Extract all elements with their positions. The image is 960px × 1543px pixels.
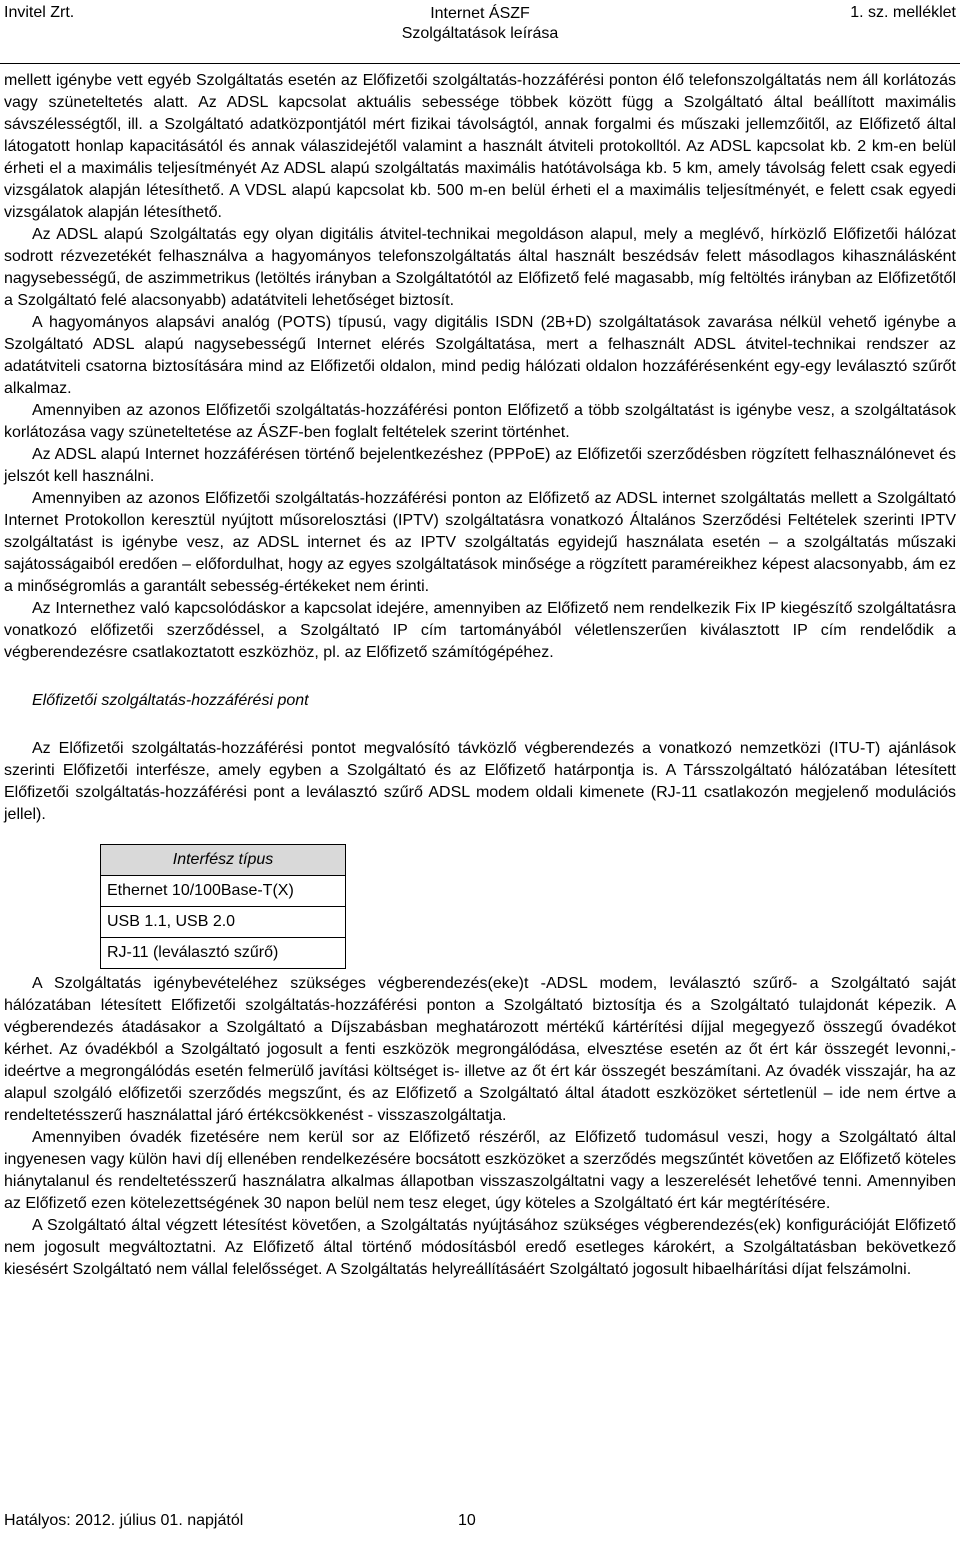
section-title: Előfizetői szolgáltatás-hozzáférési pont <box>32 692 309 709</box>
paragraph: Az ADSL alapú Internet hozzáférésen történő bejelentkezéshez (PPPoE) az Előfizetői szerződésben rögzített felhasználónevet és jelszót kell használni. <box>4 446 956 485</box>
paragraph: mellett igénybe vett egyéb Szolgáltatás esetén az Előfizetői szolgáltatás-hozzáférési ponton élő telefonszolgáltatás nem áll korlátozás vagy szüneteltetés alatt. Az ADSL kapcsolat aktuális sebessége többek között függ a Szolgáltató által beállított maximális sávszélességtől, ill. a Szolgáltató adatközpontjától mért fizikai távolságtól, annak forgalmi és műszaki jellemzőitől, az Előfizető által látogatott honlap kapacitásától és annak válaszidejétől valamint a használt átviteli protokolltól. Az ADSL kapcsolat kb. 2 km-en belül érheti el a maximális teljesítményét Az ADSL alapú szolgáltatás maximális hatótávolsága kb. 5 km, amely távolság felett csak egyedi vizsgálatok alapján létesíthető. A VDSL alapú kapcsolat kb. 500 m-en belül érheti el a maximális teljesítményét, e felett csak egyedi vizsgálatok alapján létesíthető. <box>4 72 956 221</box>
footer-effective-date: Hatályos: 2012. július 01. napjától <box>4 1512 244 1529</box>
paragraph: Az ADSL alapú Szolgáltatás egy olyan digitális átvitel-technikai megoldáson alapul, mely a meglévő, hírközlő Előfizetői hálózat sodrott rézvezetékét felhasználva a hagyományos telefonszolgáltatás által használt beszédsáv felett másodlagos kihasználásként nagysebességű, de aszimmetrikus (letöltés irányban a Szolgáltatótól az Előfizető felé magasabb, míg feltöltés irányban az Előfizetőtől a Szolgáltató felé alacsonyabb) adatátviteli lehetőséget biztosít. <box>4 226 956 309</box>
paragraph: Az Előfizetői szolgáltatás-hozzáférési pontot megvalósító távközlő végberendezés a vonatkozó nemzetközi (ITU-T) ajánlások szerinti Előfizetői interfésze, amely egyben a Szolgáltató és az Előfizető határpontja is. A Társszolgáltató hálózatában létesített Előfizetői szolgáltatás-hozzáférési pont a leválasztó szűrő ADSL modem oldali kimenete (RJ-11 csatlakozón megjelenő modulációs jellel). <box>4 740 956 823</box>
interface-table <box>100 844 346 969</box>
interface-table-header: Interfész típus <box>101 845 346 876</box>
paragraph: Amennyiben az azonos Előfizetői szolgáltatás-hozzáférési ponton az Előfizető az ADSL internet szolgáltatás mellett a Szolgáltató Internet Protokollon keresztül nyújtott műsorelosztási (IPTV) szolgáltatásra vonatkozó Általános Szerződési Feltételek szerinti IPTV szolgáltatást is igénybe vesz, az ADSL internet és az IPTV szolgáltatás egyidejű használata esetén – a szolgáltatás műszaki sajátosságaiból eredően – előfordulhat, hogy az egyes szolgáltatások minősége a rögzített paraméreikhez képest alacsonyabb, ám ez a minőségromlás a garantált sebesség-értékeket nem érinti. <box>4 490 956 595</box>
interface-table-cell: Ethernet 10/100Base-T(X) <box>101 876 346 907</box>
paragraph: Amennyiben óvadék fizetésére nem kerül sor az Előfizető részéről, az Előfizető tudomásul veszi, hogy a Szolgáltató által ingyenesen vagy külön havi díj ellenében rendelkezésére bocsátott eszközöket a szerződés megszűntét követően az Előfizető köteles hiánytalanul és rendeltetésszerű használatra alkalmas állapotban visszaszolgáltatni vagy a leszerelését lehetővé tenni. Amennyiben az Előfizető ezen kötelezettségének 30 napon belül nem tesz eleget, úgy köteles a Szolgáltató ért kár megtérítésére. <box>4 1129 956 1212</box>
header-company: Invitel Zrt. <box>4 4 75 21</box>
header-title-line2: Szolgáltatások leírása <box>401 25 559 42</box>
header-title <box>0 4 960 44</box>
interface-table-cell: RJ-11 (leválasztó szűrő) <box>101 938 346 969</box>
paragraph: Amennyiben az azonos Előfizetői szolgáltatás-hozzáférési ponton Előfizető a több szolgáltatást is igénybe vesz, a szolgáltatások korlátozása vagy szüneteltetése az ÁSZF-ben foglalt feltételek szerint történhet. <box>4 402 956 441</box>
paragraph: Az Internethez való kapcsolódáskor a kapcsolat idejére, amennyiben az Előfizető nem rendelkezik Fix IP kiegészítő szolgáltatásra vonatkozó előfizetői szerződéssel, a Szolgáltató IP cím tartományából véletlenszerűen kiválasztott IP cím rendelődik a végberendezésre csatlakoztatott eszközhöz, pl. az Előfizető számítógépéhez. <box>4 600 956 661</box>
paragraph: A hagyományos alapsávi analóg (POTS) típusú, vagy digitális ISDN (2B+D) szolgáltatások zavarása nélkül vehető igénybe a Szolgáltató ADSL alapú nagysebességű Internet elérés Szolgáltatása, mert a felhasznált ADSL átvitel-technikai rendszer az adatátviteli csatorna biztosítására mind az Előfizetői oldalon, mind pedig hálózati oldalon hozzáférésenként egy-egy leválasztó szűrőt alkalmaz. <box>4 314 956 397</box>
paragraph: A Szolgáltatás igénybevételéhez szükséges végberendezés(eke)t -ADSL modem, leválasztó szűrő- a Szolgáltató saját hálózatában létesített Előfizetői szolgáltatás-hozzáférési ponton a Szolgáltató biztosítja és a Szolgáltató tulajdonát képezik. A végberendezés átadásakor a Szolgáltató a Díjszabásban meghatározott mértékű kártérítési díjjal megegyező összegű óvadékot kérhet. Az óvadékból a Szolgáltató jogosult a fenti eszközök megrongálódása, elvesztése esetén az őt ért kár összegét levonni,- ideértve a megrongálódás esetén felmerülő javítási költséget is- illetve az őt ért kár összegét beszámítani. Az óvadék visszajár, ha az alapul szolgáló előfizetői szerződés megszűnt, és az Előfizető a Szolgáltató által átadott eszközöket sértetlenül – ide nem értve a rendeltetésszerű használattal járó értékcsökkenést - visszaszolgáltatja. <box>4 975 956 1124</box>
interface-table-cell: USB 1.1, USB 2.0 <box>101 907 346 938</box>
header-annex: 1. sz. melléklet <box>850 4 956 21</box>
page-number: 10 <box>458 1512 476 1529</box>
page-header <box>0 0 960 64</box>
header-title-line1: Internet ÁSZF <box>430 5 530 22</box>
paragraph: A Szolgáltató által végzett létesítést követően, a Szolgáltatás nyújtásához szükséges végberendezés(ek) konfigurációját Előfizető nem jogosult megváltoztatni. Az Előfizető által történő módosításból eredő esetleges károkért, a Szolgáltatásban bekövetkező kiesésért Szolgáltató nem vállal felelősséget. A Szolgáltatás helyreállításáért Szolgáltató jogosult hibaelhárítási díjat felszámolni. <box>4 1217 956 1278</box>
document-body <box>4 70 956 1281</box>
